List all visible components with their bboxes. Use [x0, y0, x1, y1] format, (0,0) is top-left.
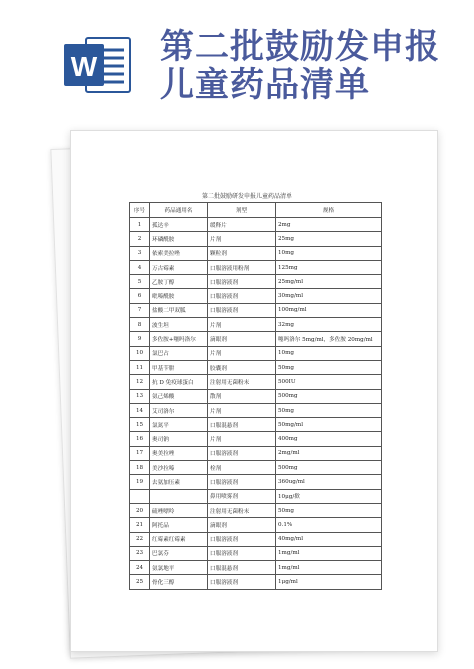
table-row	[130, 503, 382, 517]
cell-name: 去氨加压素	[150, 475, 208, 489]
header-banner	[0, 0, 474, 118]
table-row	[130, 546, 382, 560]
cell-no: 7	[130, 303, 150, 317]
table-row	[130, 360, 382, 374]
drug-table	[129, 202, 382, 590]
cell-form: 片剂	[208, 346, 276, 360]
cell-spec: 2mg	[276, 218, 382, 232]
page-title-line2: 儿童药品清单	[160, 65, 370, 105]
cell-form: 口服溶液剂	[208, 446, 276, 460]
cell-name: 波生坦	[150, 318, 208, 332]
cell-spec: 30mg/ml	[276, 289, 382, 303]
cell-name: 孤达辛	[150, 218, 208, 232]
cell-spec: 10μg/揿	[276, 489, 382, 503]
cell-form: 口服溶液剂	[208, 532, 276, 546]
cell-no: 23	[130, 546, 150, 560]
cell-name: 乙胺丁醇	[150, 275, 208, 289]
cell-name: 氯巴占	[150, 346, 208, 360]
cell-name: 氨氯地平	[150, 561, 208, 575]
cell-form: 片剂	[208, 232, 276, 246]
cell-spec: 1mg/ml	[276, 546, 382, 560]
table-row	[130, 246, 382, 260]
header-form: 剂型	[208, 203, 276, 218]
cell-name: 艾司洛尔	[150, 403, 208, 417]
table-row	[130, 432, 382, 446]
table-row	[130, 375, 382, 389]
cell-name: 依索美拉唑	[150, 246, 208, 260]
table-row	[130, 532, 382, 546]
table-row	[130, 389, 382, 403]
header-no: 序号	[130, 203, 150, 218]
table-row	[130, 260, 382, 274]
cell-no: 3	[130, 246, 150, 260]
cell-form: 口服溶液剂	[208, 275, 276, 289]
cell-no: 6	[130, 289, 150, 303]
cell-form: 胶囊剂	[208, 360, 276, 374]
document-title: 第二批鼓励研发申报儿童药品清单	[201, 193, 292, 200]
page-title-line1: 第二批鼓励发申报	[160, 27, 440, 67]
cell-form: 口服溶液剂	[208, 289, 276, 303]
cell-form: 滴眼剂	[208, 332, 276, 346]
cell-form: 口服混悬剂	[208, 561, 276, 575]
cell-form: 口服混悬剂	[208, 418, 276, 432]
cell-form: 滴眼剂	[208, 518, 276, 532]
cell-no: 16	[130, 432, 150, 446]
cell-no: 5	[130, 275, 150, 289]
cell-name: 硫唑嘌呤	[150, 503, 208, 517]
table-row	[130, 346, 382, 360]
cell-spec: 10mg	[276, 246, 382, 260]
cell-no: 15	[130, 418, 150, 432]
table-row	[130, 418, 382, 432]
cell-spec: 0.1%	[276, 518, 382, 532]
cell-name: 万古霉素	[150, 260, 208, 274]
cell-spec: 2mg/ml	[276, 446, 382, 460]
cell-no	[130, 489, 150, 503]
cell-no: 9	[130, 332, 150, 346]
cell-spec: 40mg/ml	[276, 532, 382, 546]
cell-name: 美沙拉嗪	[150, 461, 208, 475]
table-header-row	[130, 203, 382, 218]
cell-no: 21	[130, 518, 150, 532]
cell-no: 8	[130, 318, 150, 332]
cell-name	[150, 489, 208, 503]
cell-spec: 25mg	[276, 232, 382, 246]
cell-name: 环磷酰胺	[150, 232, 208, 246]
cell-no: 19	[130, 475, 150, 489]
cell-spec: 500mg	[276, 461, 382, 475]
cell-name: 盐酸二甲双胍	[150, 303, 208, 317]
header-spec: 规格	[276, 203, 382, 218]
cell-name: 奥司钠	[150, 432, 208, 446]
cell-form: 口服溶液剂	[208, 303, 276, 317]
table-row	[130, 475, 382, 489]
word-icon-letter: W	[70, 51, 98, 82]
cell-no: 14	[130, 403, 150, 417]
table-row	[130, 446, 382, 460]
cell-spec: 500IU	[276, 375, 382, 389]
table-row	[130, 289, 382, 303]
cell-no: 4	[130, 260, 150, 274]
cell-no: 12	[130, 375, 150, 389]
cell-no: 24	[130, 561, 150, 575]
cell-name: 抗 D 免疫球蛋白	[150, 375, 208, 389]
cell-no: 11	[130, 360, 150, 374]
cell-name: 红霉素红霉素	[150, 532, 208, 546]
table-row	[130, 332, 382, 346]
cell-spec: 25mg/ml	[276, 275, 382, 289]
cell-form: 片剂	[208, 432, 276, 446]
cell-name: 骨化三醇	[150, 575, 208, 589]
cell-name: 氯氮平	[150, 418, 208, 432]
cell-form: 栓剂	[208, 461, 276, 475]
table-row	[130, 303, 382, 317]
table-row	[130, 318, 382, 332]
cell-form: 口服溶液剂	[208, 546, 276, 560]
table-row	[130, 232, 382, 246]
cell-form: 注射用无菌粉末	[208, 375, 276, 389]
cell-name: 吡嗪酰胺	[150, 289, 208, 303]
cell-spec: 10mg	[276, 346, 382, 360]
cell-name: 甲基苄肼	[150, 360, 208, 374]
cell-form: 口服溶液剂	[208, 475, 276, 489]
cell-spec: 1μg/ml	[276, 575, 382, 589]
cell-name: 氨己烯酸	[150, 389, 208, 403]
cell-form: 口服溶液剂	[208, 575, 276, 589]
cell-spec: 500mg	[276, 389, 382, 403]
cell-form: 注射用无菌粉末	[208, 503, 276, 517]
cell-no: 25	[130, 575, 150, 589]
cell-form: 散剂	[208, 389, 276, 403]
cell-no: 22	[130, 532, 150, 546]
table-row	[130, 518, 382, 532]
cell-spec: 噻吗洛尔 5mg/ml，多佐胺 20mg/ml	[276, 332, 382, 346]
cell-no: 10	[130, 346, 150, 360]
table-row	[130, 461, 382, 475]
cell-spec: 1mg/ml	[276, 561, 382, 575]
page-title	[160, 28, 440, 104]
cell-spec: 32mg	[276, 318, 382, 332]
cell-form: 片剂	[208, 318, 276, 332]
cell-spec: 360ug/ml	[276, 475, 382, 489]
table-row	[130, 575, 382, 589]
cell-name: 阿托品	[150, 518, 208, 532]
cell-spec: 50mg	[276, 503, 382, 517]
cell-no: 17	[130, 446, 150, 460]
table-row	[130, 489, 382, 503]
cell-form: 鼻用喷雾剂	[208, 489, 276, 503]
cell-spec: 125mg	[276, 260, 382, 274]
cell-no: 1	[130, 218, 150, 232]
cell-spec: 50mg/ml	[276, 418, 382, 432]
table-row	[130, 403, 382, 417]
cell-name: 多佐胺+噻吗洛尔	[150, 332, 208, 346]
cell-no: 2	[130, 232, 150, 246]
cell-form: 缓释片	[208, 218, 276, 232]
header-name: 药品通用名	[150, 203, 208, 218]
table-row	[130, 218, 382, 232]
cell-name: 巴氯芬	[150, 546, 208, 560]
word-document-icon	[62, 34, 132, 96]
cell-spec: 50mg	[276, 403, 382, 417]
cell-no: 18	[130, 461, 150, 475]
cell-form: 口服溶液用粉剂	[208, 260, 276, 274]
document-page	[70, 130, 438, 652]
cell-name: 奥美拉唑	[150, 446, 208, 460]
table-row	[130, 275, 382, 289]
cell-form: 颗粒剂	[208, 246, 276, 260]
cell-no: 13	[130, 389, 150, 403]
cell-spec: 100mg/ml	[276, 303, 382, 317]
table-row	[130, 561, 382, 575]
cell-form: 片剂	[208, 403, 276, 417]
document-preview	[58, 118, 448, 653]
cell-spec: 400mg	[276, 432, 382, 446]
cell-spec: 50mg	[276, 360, 382, 374]
cell-no: 20	[130, 503, 150, 517]
